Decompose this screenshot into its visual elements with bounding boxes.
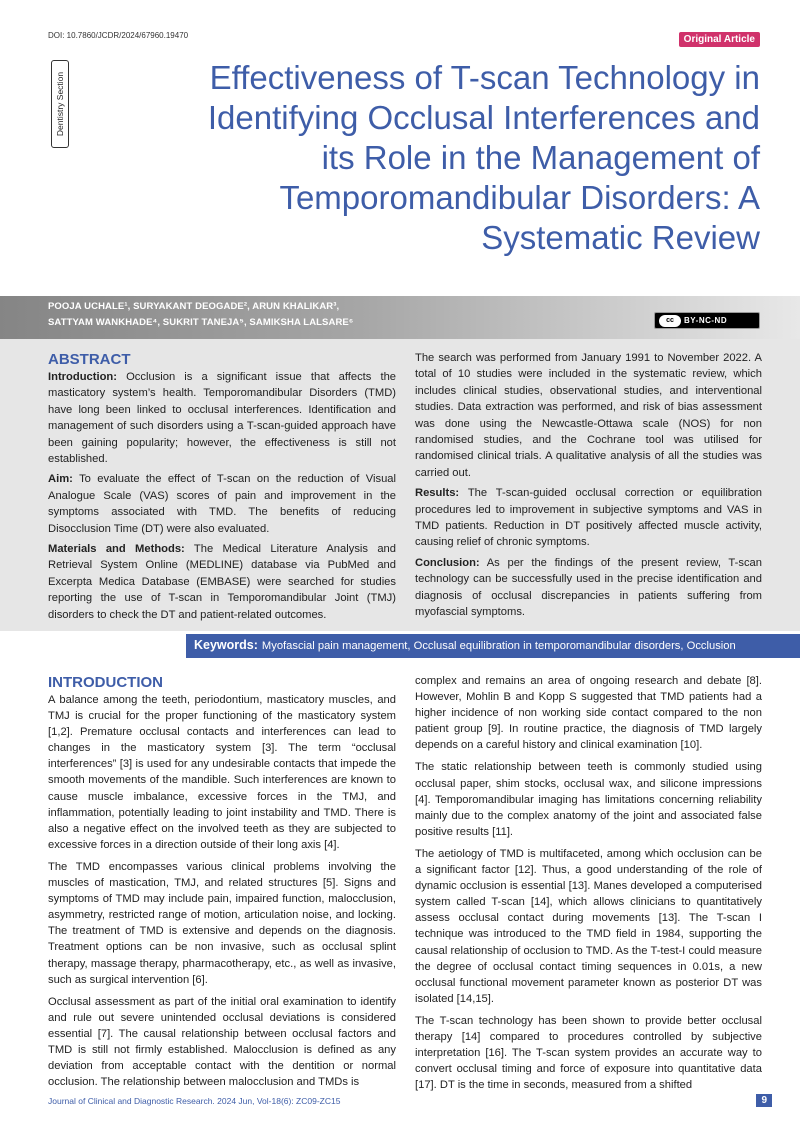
introduction-label: Introduction: xyxy=(48,371,117,383)
intro-paragraph: Occlusal assessment as part of the initial oral examination to identify and rule out severe unintended occlusal deviations is considered essential [7]. The causal relationship between occlusal factors and TMD is still not firmly established. Malocclusion is defined as any deviation from acceptable contact with the dentition or normal occlusion. The relationship between malocclusion and TMDs is xyxy=(48,995,396,1089)
cc-license-badge[interactable] xyxy=(654,312,760,329)
methods-text: The Medical Literature Analysis and Retrieval System Online (MEDLINE) database via PubMed and Excerpta Medica Database (EMBASE) were searched for studies reporting the use of T-scan in Temporomandibular Joint (TMJ) disorders to check the DT and patient-related outcomes. xyxy=(48,543,396,621)
license-label: BY-NC-ND xyxy=(684,316,728,325)
introduction-right-column xyxy=(415,673,762,1099)
journal-footer: Journal of Clinical and Diagnostic Research. 2024 Jun, Vol-18(6): ZC09-ZC15 xyxy=(48,1096,341,1106)
author-line-2: SATTYAM WANKHADE⁴, SUKRIT TANEJA⁵, SAMIKSHA LALSARE⁶ xyxy=(48,317,354,328)
creative-commons-icon: cc xyxy=(659,315,681,327)
intro-paragraph: The static relationship between teeth is commonly studied using occlusal paper, shim stocks, occlusal wax, and silicone impressions [4]. Temporomandibular imaging has limitations concerning reliability mainly due to the complex anatomy of the joint and associated false positive results [11]. xyxy=(415,761,762,838)
methods-label: Materials and Methods: xyxy=(48,543,185,556)
introduction-left-column xyxy=(48,674,396,1096)
intro-paragraph: The aetiology of TMD is multifaceted, among which occlusion can be a significant factor [12]. Thus, a good understanding of the role of dynamic occlusion is essential [13]. Manes developed a computerised system called T-scan [14], which allows clinicians to quantitatively assess occlusal contact during movements [13]. The T-scan I technique was introduced to the TMD field in 1984, supporting the causal relationship of occlusion to TMD. As the T-test-I could measure the degree of occlusal contact timing sequences in 0.01s, a new occlusal functional movement parameter known as posterior DT was isolated [14,15]. xyxy=(415,847,762,1005)
intro-paragraph: The TMD encompasses various clinical problems involving the muscles of mastication, TMJ, and related structures [5]. Signs and symptoms of TMD may include pain, impaired function, malocclusion, asymmetry, restricted range of motion, articulation noise, and locking. The treatment of TMD is extensive and depends on the diagnosis. Treatment options can be non invasive, such as occlusal splint therapy, massage therapy, pharmacotherapy, etc., as well as invasive, such as surgical intervention [6]. xyxy=(48,860,396,986)
author-list xyxy=(48,299,353,331)
intro-paragraph: A balance among the teeth, periodontium, masticatory muscles, and TMJ is crucial for the proper functioning of the masticatory system [1,2]. Premature occlusal contacts and interferences can lead to changes in the masticatory system [3]. The term “occlusal interferences” [3] is used for any undesirable contacts that impede the smooth movements of the mandible. Such interferences are known to cause muscle imbalance, excessive forces in the TMJ, and inflammation, potentially leading to joint instability and TMD. There is also a negative effect on the involved teeth as they are subjected to excessive forces in a direction outside of their long axis [4]. xyxy=(48,694,396,851)
abstract-heading: ABSTRACT xyxy=(48,351,131,368)
authors-band xyxy=(0,296,800,339)
article-type-badge: Original Article xyxy=(679,32,760,47)
results-label: Results: xyxy=(415,487,460,500)
introduction-text: Occlusion is a significant issue that affects the masticatory system’s health. Temporomandibular Disorders (TMD) have long been linked to occlusal interferences. Identification and management of such disorders using a T-scan-guided approach have been gaining popularity; however, the effectiveness is still not established. xyxy=(48,371,397,466)
article-title: Effectiveness of T-scan Technology in Identifying Occlusal Interferences and its Role in the Management of Temporomandibular Disorders: A Systematic Review xyxy=(207,59,760,256)
abstract-conclusion xyxy=(415,555,762,621)
intro-paragraph: The T-scan technology has been shown to provide better occlusal therapy [14] compared to procedures controlled by subjective interpretation [16]. The T-scan system provides an accurate way to convert occlusal timing and force of exposure into quantitative data [17]. DT is the time in seconds, measured from a shifted xyxy=(415,1014,762,1092)
introduction-heading: INTRODUCTION xyxy=(48,674,163,691)
page-number: 9 xyxy=(756,1094,772,1107)
results-text: The T-scan-guided occlusal correction or equilibration procedures led to improvement in subjective symptoms and VAS in TMD patients. Reduction in DT positively affected muscle activity, causing relief of chronic symptoms. xyxy=(415,487,763,549)
keywords-band xyxy=(186,634,800,658)
keywords-text: Myofascial pain management, Occlusal equilibration in temporomandibular disorders, Occlusion xyxy=(261,640,736,652)
author-line-1: POOJA UCHALE¹, SURYAKANT DEOGADE², ARUN KHALIKAR³, xyxy=(48,301,340,312)
keywords-label: Keywords: xyxy=(194,638,258,652)
doi-text: DOI: 10.7860/JCDR/2024/67960.19470 xyxy=(48,31,189,40)
conclusion-label: Conclusion: xyxy=(415,556,480,569)
abstract-left-column xyxy=(48,351,396,627)
abstract-aim xyxy=(48,471,396,537)
abstract-results xyxy=(415,485,762,551)
abstract-introduction xyxy=(48,369,396,467)
abstract-methods xyxy=(48,541,396,623)
section-label: Dentistry Section xyxy=(55,71,65,137)
abstract-methods-continued: The search was performed from January 1991 to November 2022. A total of 10 studies were included in the systematic review, which includes clinical studies, observational studies, and interventional studies. Data extraction was performed, and risk of bias assessment was done using the Newcastle-Ottawa scale (NOS) for non randomised studies, and the Cochrane tool was utilised for randomised clinical trials. A qualitative analysis of all the studies was carried out. xyxy=(415,352,762,479)
conclusion-text: As per the findings of the present review, T-scan technology can be successfully used in the precise identification and diagnosis of occlusal discrepancies in patients suffering from myofascial symptoms. xyxy=(415,556,762,619)
section-label-box xyxy=(51,60,69,148)
aim-text: To evaluate the effect of T-scan on the reduction of Visual Analogue Scale (VAS) scores of pain and improvement in the symptoms associated with TMD. The benefits of reducing Disocclusion Time (DT) were also evaluated. xyxy=(48,473,396,535)
abstract-right-column xyxy=(415,350,762,625)
aim-label: Aim: xyxy=(48,473,73,486)
abstract-section xyxy=(0,339,800,631)
intro-paragraph: complex and remains an area of ongoing research and debate [8]. However, Mohlin B and Kopp S suggested that TMD patients had a higher incidence of non working side contact compared to the non patient group [9]. In routine practice, the diagnosis of TMD largely depends on a careful history and clinical examination [10]. xyxy=(415,675,762,752)
